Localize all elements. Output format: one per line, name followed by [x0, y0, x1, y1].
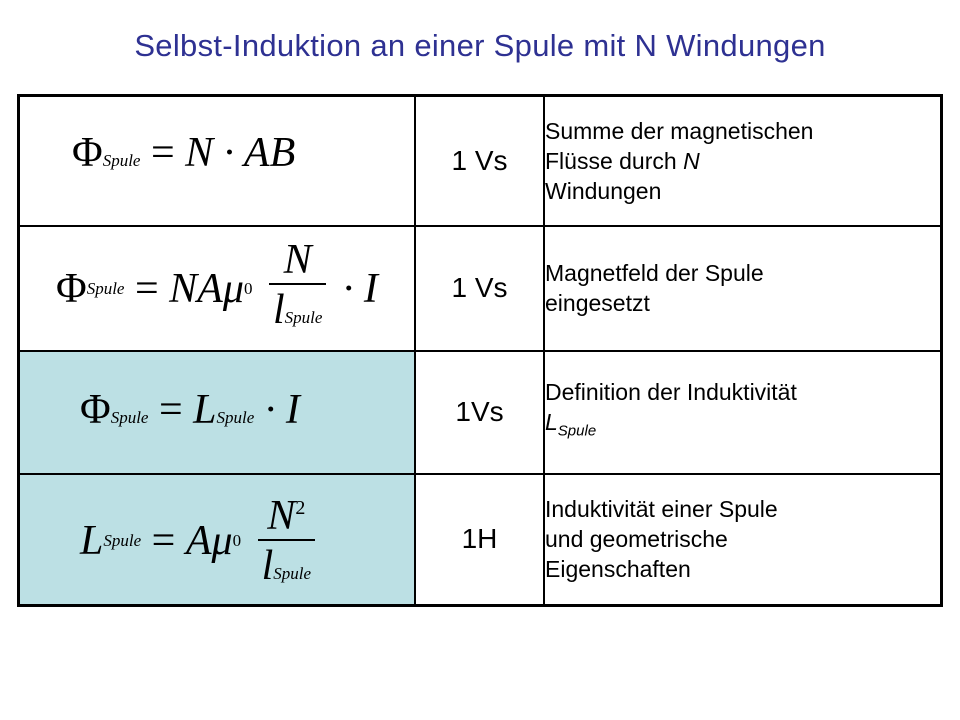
formula-table [17, 94, 943, 607]
description-cell: Induktivität einer Spule und geometrische Eigenschaften [544, 474, 942, 606]
formula-flux-inductance: ΦSpule = LSpule · I [80, 386, 300, 433]
formula-flux-field: ΦSpule = NAμ0 $\frac{N}{\text{lSpule}}$ · I [56, 237, 378, 341]
unit-cell: 1Vs [415, 351, 544, 474]
formula-cell [19, 474, 416, 606]
formula-cell [19, 351, 416, 474]
table-row [19, 96, 942, 226]
formula-cell [19, 96, 416, 226]
formula-cell [19, 226, 416, 351]
description-cell: Definition der Induktivität $L_{Spule}$ [544, 351, 942, 474]
table-row [19, 351, 942, 474]
table-row [19, 226, 942, 351]
formula-flux-total: ΦSpule = N · AB [72, 130, 296, 176]
page-title: Selbst-Induktion an einer Spule mit N Windungen [134, 28, 826, 63]
formula-inductance: LSpule = Aμ0 $\frac{N^2}{\text{lSpule}}$ [80, 485, 321, 597]
description-cell: Magnetfeld der Spule eingesetzt [544, 226, 942, 351]
table-row [19, 474, 942, 606]
unit-cell: 1H [415, 474, 544, 606]
unit-cell: 1 Vs [415, 226, 544, 351]
description-cell: Summe der magnetischen Flüsse durch N Windungen [544, 96, 942, 226]
unit-cell: 1 Vs [415, 96, 544, 226]
